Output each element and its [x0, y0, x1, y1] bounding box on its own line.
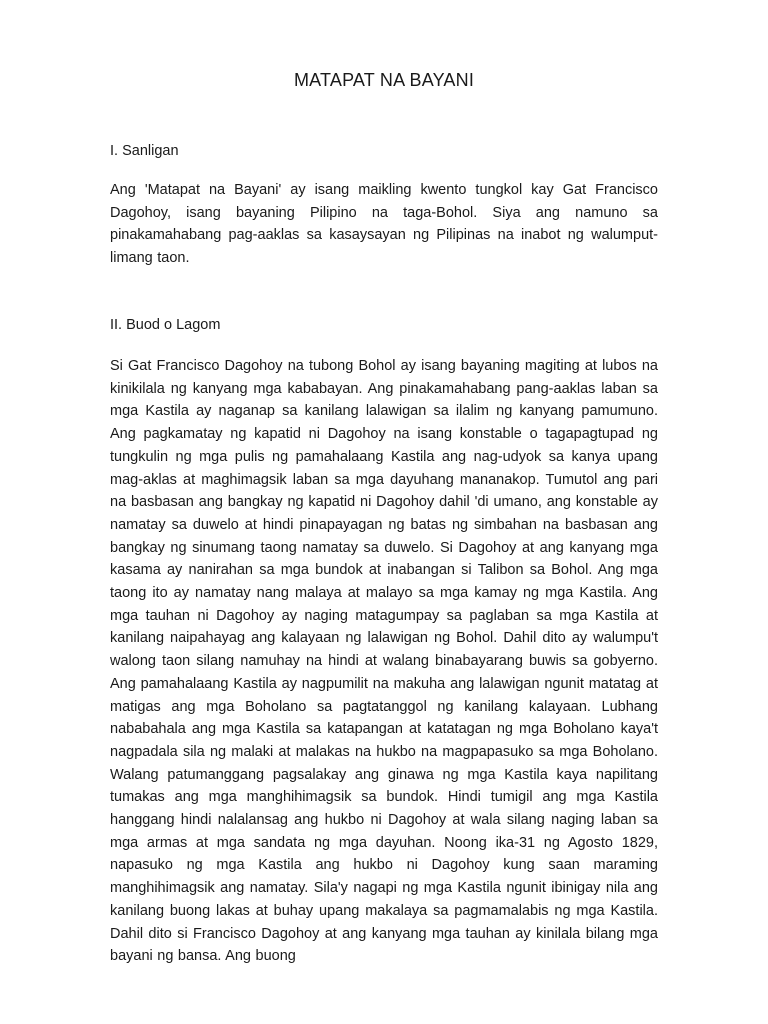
section-heading-sanligan: I. Sanligan — [110, 143, 179, 159]
section-body-sanligan: Ang 'Matapat na Bayani' ay isang maikling kwento tungkol kay Gat Francisco Dagohoy, isang bayaning Pilipino na taga-Bohol. Siya ang namuno sa pinakamahabang pag-aaklas sa kasaysayan ng Pilipinas na inabot ng walumput-limang taon. — [110, 182, 658, 267]
section-body-buod: Si Gat Francisco Dagohoy na tubong Bohol ay isang bayaning magiting at lubos na kinikilala ng kanyang mga kababayan. Ang pinakamahabang pang-aaklas laban sa mga Kastila ay naganap sa kanilang lalawigan sa ilalim ng kanyang pamumuno. Ang pagkamatay ng kapatid ni Dagohoy na isang konstable o tagapagtupad ng tungkulin ng mga pulis ng pamahalaang Kastila ang nag-udyok sa kanya upang mag-aklas at maghimagsik laban sa mga dayuhang mananakop. Tumutol ang pari na basbasan ang bangkay ng kapatid ni Dagohoy dahil 'di umano, ang konstable ay namatay sa duwelo at hindi pinapayagan ng batas ng simbahan na basbasan ang bangkay ng sinumang taong namatay sa duwelo. Si Dagohoy at ang kanyang mga kasama ay nanirahan sa mga bundok at inabangan si Talibon sa Bohol. Ang mga taong ito ay namatay nang malaya at malayo sa mga kamay ng mga Kastila. Ang mga tauhan ni Dagohoy ay naging matagumpay sa paglaban sa mga Kastila at kanilang naipahayag ang kalayaan ng lalawigan ng Bohol. Dahil dito ay walumpu't walong taon silang namuhay na hindi at walang binabayarang buwis sa gobyerno. Ang pamahalaang Kastila ay nagpumilit na makuha ang lalawigan ngunit matatag at matigas ang mga Boholano sa pagtatanggol ng kanilang kalayaan. Lubhang nababahala ang mga Kastila sa katapangan at katatagan ng mga Boholano kaya't nagpadala sila ng malaki at malakas na hukbo na magpapasuko sa mga Boholano. Walang patumanggang pagsalakay ang ginawa ng mga Kastila kaya napilitang tumakas ang mga manghihimagsik sa bundok. Hindi tumigil ang mga Kastila hanggang hindi nalalansag ang hukbo ni Dagohoy at wala silang naging laban sa mga armas at mga sandata ng mga dayuhan. Noong ika-31 ng Agosto 1829, napasuko ng mga Kastila ang hukbo ni Dagohoy kung saan maraming manghihimagsik ang namatay. Sila'y nagapi ng mga Kastila ngunit ibinigay nila ang kanilang buong lakas at buhay upang makalaya sa pagmamalabis ng mga Kastila. Dahil dito si Francisco Dagohoy at ang kanyang mga tauhan ay kinilala bilang mga bayani ng bansa. Ang buong — [110, 358, 658, 965]
section-heading-buod: II. Buod o Lagom — [110, 317, 221, 333]
document-title: MATAPAT NA BAYANI — [293, 70, 475, 90]
